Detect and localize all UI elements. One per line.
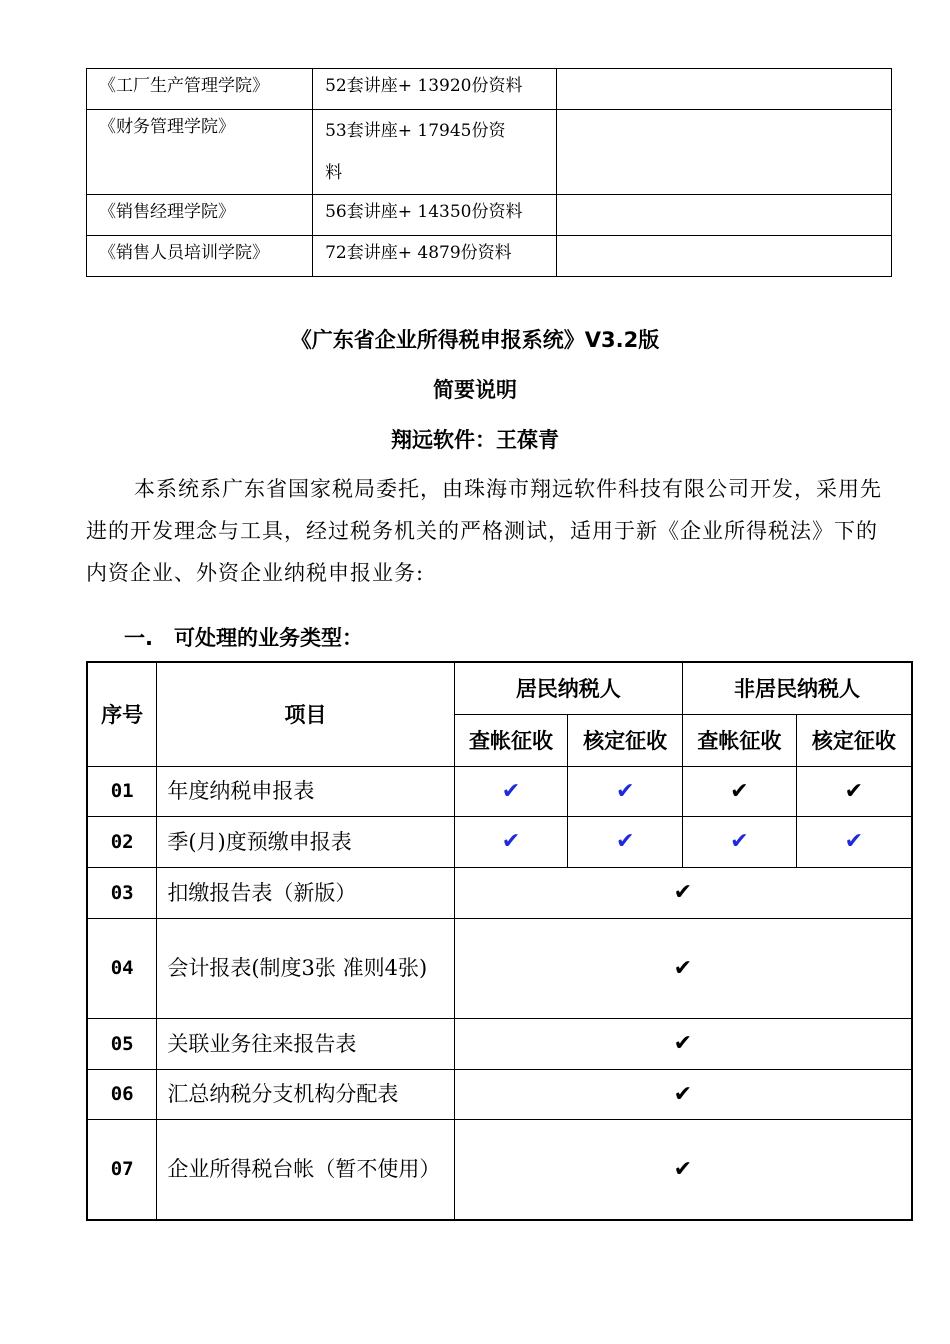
course-content: 72套讲座+ 4879份资料 [313,236,557,277]
header-resident: 居民纳税人 [454,662,682,714]
course-name: 《财务管理学院》 [87,110,313,195]
intro-paragraph: 本系统系广东省国家税局委托，由珠海市翔远软件科技有限公司开发，采用先进的开发理念与工具，经过税务机关的严格测试，适用于新《企业所得税法》下的内资企业、外资企业纳税申报业务: [86,477,882,585]
check-icon: ✔ [796,766,912,816]
document-subtitle: 简要说明 [433,378,517,402]
check-icon: ✔ [796,816,912,867]
row-item: 企业所得税台帐（暂不使用） [157,1119,454,1220]
row-seq: 03 [87,867,157,918]
check-icon: ✔ [454,918,912,1018]
row-item: 关联业务往来报告表 [157,1018,454,1069]
table-row [87,867,912,918]
check-icon: ✔ [454,816,568,867]
header-nonresident-check: 查帐征收 [683,714,797,766]
check-icon: ✔ [454,867,912,918]
row-item: 会计报表(制度3张 准则4张) [157,918,454,1018]
table-row [87,816,912,867]
course-content: 53套讲座+ 17945份资 料 [313,110,557,195]
check-icon: ✔ [568,816,683,867]
course-note [557,110,892,195]
course-name: 《销售人员培训学院》 [87,236,313,277]
row-seq: 07 [87,1119,157,1220]
course-name: 《工厂生产管理学院》 [87,69,313,110]
section-heading: 一. 可处理的业务类型： [124,626,363,650]
header-seq: 序号 [87,662,157,766]
table-row [87,1069,912,1119]
check-icon: ✔ [683,766,797,816]
table-row [87,766,912,816]
course-note [557,236,892,277]
table-row [87,110,892,195]
table-row [87,69,892,110]
header-nonresident-fixed: 核定征收 [796,714,912,766]
document-title: 《广东省企业所得税申报系统》V3.2版 [290,328,660,352]
course-content: 56套讲座+ 14350份资料 [313,195,557,236]
row-item: 季(月)度预缴申报表 [157,816,454,867]
course-table [86,68,892,277]
row-seq: 06 [87,1069,157,1119]
row-item: 汇总纳税分支机构分配表 [157,1069,454,1119]
header-item: 项目 [157,662,454,766]
header-resident-fixed: 核定征收 [568,714,683,766]
header-row [87,662,912,714]
course-note [557,195,892,236]
business-type-table [86,661,913,1221]
course-note [557,69,892,110]
row-seq: 04 [87,918,157,1018]
table-row [87,236,892,277]
table-row [87,1119,912,1220]
row-seq: 02 [87,816,157,867]
table-row [87,918,912,1018]
header-nonresident: 非居民纳税人 [683,662,912,714]
check-icon: ✔ [454,1018,912,1069]
check-icon: ✔ [568,766,683,816]
row-seq: 05 [87,1018,157,1069]
check-icon: ✔ [454,1119,912,1220]
check-icon: ✔ [454,766,568,816]
course-name: 《销售经理学院》 [87,195,313,236]
row-seq: 01 [87,766,157,816]
row-item: 扣缴报告表（新版） [157,867,454,918]
header-resident-check: 查帐征收 [454,714,568,766]
row-item: 年度纳税申报表 [157,766,454,816]
check-icon: ✔ [683,816,797,867]
table-row [87,195,892,236]
table-row [87,1018,912,1069]
check-icon: ✔ [454,1069,912,1119]
course-content: 52套讲座+ 13920份资料 [313,69,557,110]
document-author: 翔远软件：王葆青 [391,428,559,452]
